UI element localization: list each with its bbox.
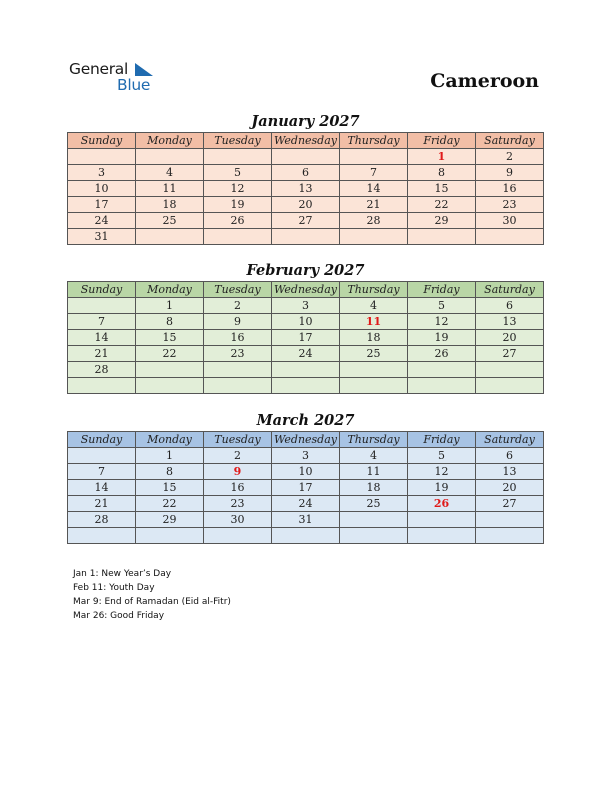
day-cell: 2	[204, 298, 272, 314]
day-cell: 29	[136, 512, 204, 528]
weekday-header: Friday	[408, 133, 476, 149]
day-cell: 15	[136, 480, 204, 496]
week-row	[68, 181, 544, 197]
day-cell	[204, 149, 272, 165]
week-row	[68, 213, 544, 229]
day-cell: 28	[68, 362, 136, 378]
weekday-header: Sunday	[68, 282, 136, 298]
week-row	[68, 528, 544, 544]
month-title: January 2027	[251, 113, 360, 130]
day-cell: 30	[204, 512, 272, 528]
day-cell: 25	[340, 496, 408, 512]
day-cell: 26	[408, 346, 476, 362]
weekday-header: Wednesday	[272, 133, 340, 149]
day-cell: 16	[476, 181, 544, 197]
week-row	[68, 197, 544, 213]
weekday-header: Monday	[136, 282, 204, 298]
day-cell: 18	[340, 330, 408, 346]
day-cell: 20	[272, 197, 340, 213]
day-cell: 9	[204, 314, 272, 330]
logo	[69, 60, 169, 96]
day-cell: 14	[68, 480, 136, 496]
day-cell: 10	[272, 314, 340, 330]
day-cell: 17	[272, 330, 340, 346]
day-cell	[476, 229, 544, 245]
day-cell: 29	[408, 213, 476, 229]
day-cell: 24	[68, 213, 136, 229]
holiday-item: Feb 11: Youth Day	[73, 583, 155, 593]
logo-triangle-icon	[133, 63, 153, 77]
day-cell: 20	[476, 480, 544, 496]
week-row	[68, 448, 544, 464]
day-cell: 26	[204, 213, 272, 229]
day-cell	[204, 229, 272, 245]
day-cell: 23	[204, 346, 272, 362]
day-cell	[408, 512, 476, 528]
day-cell	[136, 362, 204, 378]
day-cell	[476, 378, 544, 394]
week-row	[68, 480, 544, 496]
day-cell: 21	[68, 496, 136, 512]
day-cell-holiday: 26	[408, 496, 476, 512]
weekday-header: Thursday	[340, 282, 408, 298]
day-cell: 2	[204, 448, 272, 464]
day-cell	[340, 528, 408, 544]
day-cell: 6	[272, 165, 340, 181]
day-cell: 5	[204, 165, 272, 181]
week-row	[68, 298, 544, 314]
day-cell	[68, 448, 136, 464]
day-cell: 7	[68, 464, 136, 480]
week-row	[68, 496, 544, 512]
logo-text-blue: Blue	[117, 76, 151, 94]
day-cell	[272, 149, 340, 165]
day-cell-holiday: 1	[408, 149, 476, 165]
day-cell: 11	[136, 181, 204, 197]
day-cell	[272, 229, 340, 245]
day-cell	[68, 528, 136, 544]
holiday-item: Mar 26: Good Friday	[73, 611, 165, 621]
day-cell: 27	[476, 346, 544, 362]
day-cell	[68, 298, 136, 314]
day-cell: 7	[340, 165, 408, 181]
day-cell: 28	[340, 213, 408, 229]
day-cell-holiday: 11	[340, 314, 408, 330]
day-cell: 22	[136, 496, 204, 512]
weekday-header: Friday	[408, 282, 476, 298]
calendar-grid	[67, 281, 544, 394]
day-cell	[408, 528, 476, 544]
day-cell: 16	[204, 480, 272, 496]
day-cell: 12	[408, 314, 476, 330]
day-cell	[272, 528, 340, 544]
day-cell: 19	[408, 480, 476, 496]
day-cell	[476, 512, 544, 528]
day-cell: 8	[136, 464, 204, 480]
day-cell	[476, 528, 544, 544]
day-cell	[340, 512, 408, 528]
day-cell: 2	[476, 149, 544, 165]
week-row	[68, 165, 544, 181]
day-cell	[68, 378, 136, 394]
holiday-item: Mar 9: End of Ramadan (Eid al-Fitr)	[73, 597, 231, 607]
week-row	[68, 346, 544, 362]
calendar-grid	[67, 431, 544, 544]
day-cell	[204, 528, 272, 544]
day-cell: 15	[136, 330, 204, 346]
day-cell: 28	[68, 512, 136, 528]
day-cell: 27	[476, 496, 544, 512]
day-cell: 10	[272, 464, 340, 480]
weekday-header: Wednesday	[272, 432, 340, 448]
day-cell: 8	[136, 314, 204, 330]
day-cell: 20	[476, 330, 544, 346]
day-cell	[136, 528, 204, 544]
day-cell: 9	[476, 165, 544, 181]
day-cell: 3	[272, 298, 340, 314]
day-cell: 27	[272, 213, 340, 229]
weekday-header: Tuesday	[204, 432, 272, 448]
day-cell: 14	[340, 181, 408, 197]
day-cell	[136, 378, 204, 394]
weekday-header: Sunday	[68, 133, 136, 149]
day-cell: 19	[204, 197, 272, 213]
logo-text-general: General	[69, 60, 128, 78]
weekday-header: Friday	[408, 432, 476, 448]
day-cell	[272, 362, 340, 378]
week-row	[68, 362, 544, 378]
day-cell	[408, 378, 476, 394]
day-cell: 1	[136, 448, 204, 464]
day-cell: 22	[136, 346, 204, 362]
day-cell: 8	[408, 165, 476, 181]
day-cell: 24	[272, 496, 340, 512]
day-cell	[340, 229, 408, 245]
weekday-header: Thursday	[340, 432, 408, 448]
calendar-grid	[67, 132, 544, 245]
day-cell: 23	[476, 197, 544, 213]
weekday-header: Saturday	[476, 432, 544, 448]
day-cell-holiday: 9	[204, 464, 272, 480]
week-row	[68, 229, 544, 245]
day-cell	[272, 378, 340, 394]
day-cell: 5	[408, 448, 476, 464]
day-cell: 16	[204, 330, 272, 346]
day-cell: 3	[68, 165, 136, 181]
day-cell	[204, 378, 272, 394]
month-february	[67, 261, 544, 394]
day-cell: 5	[408, 298, 476, 314]
day-cell: 6	[476, 298, 544, 314]
day-cell: 12	[408, 464, 476, 480]
weekday-header: Saturday	[476, 282, 544, 298]
day-cell: 10	[68, 181, 136, 197]
day-cell: 3	[272, 448, 340, 464]
day-cell: 24	[272, 346, 340, 362]
day-cell: 4	[340, 298, 408, 314]
day-cell: 1	[136, 298, 204, 314]
holiday-item: Jan 1: New Year’s Day	[73, 569, 172, 579]
day-cell	[68, 149, 136, 165]
day-cell: 12	[204, 181, 272, 197]
weekday-header: Tuesday	[204, 282, 272, 298]
week-row	[68, 464, 544, 480]
day-cell	[408, 362, 476, 378]
week-row	[68, 512, 544, 528]
weekday-header: Tuesday	[204, 133, 272, 149]
month-title: March 2027	[256, 412, 355, 429]
week-row	[68, 314, 544, 330]
day-cell: 22	[408, 197, 476, 213]
day-cell: 30	[476, 213, 544, 229]
day-cell: 31	[272, 512, 340, 528]
day-cell: 13	[476, 314, 544, 330]
day-cell: 13	[272, 181, 340, 197]
day-cell: 17	[68, 197, 136, 213]
weekday-header: Saturday	[476, 133, 544, 149]
day-cell: 15	[408, 181, 476, 197]
day-cell: 31	[68, 229, 136, 245]
day-cell: 21	[68, 346, 136, 362]
month-title: February 2027	[246, 262, 365, 279]
holiday-list	[73, 567, 231, 623]
day-cell: 4	[340, 448, 408, 464]
day-cell: 14	[68, 330, 136, 346]
day-cell: 18	[340, 480, 408, 496]
day-cell: 19	[408, 330, 476, 346]
day-cell: 6	[476, 448, 544, 464]
day-cell	[408, 229, 476, 245]
week-row	[68, 149, 544, 165]
weekday-header: Monday	[136, 133, 204, 149]
week-row	[68, 330, 544, 346]
weekday-header: Wednesday	[272, 282, 340, 298]
day-cell: 13	[476, 464, 544, 480]
day-cell: 7	[68, 314, 136, 330]
day-cell: 25	[136, 213, 204, 229]
weekday-header: Sunday	[68, 432, 136, 448]
day-cell: 25	[340, 346, 408, 362]
week-row	[68, 378, 544, 394]
country-title: Cameroon	[430, 70, 539, 92]
day-cell: 21	[340, 197, 408, 213]
day-cell	[340, 362, 408, 378]
month-january	[67, 112, 544, 245]
month-march	[67, 411, 544, 544]
day-cell: 17	[272, 480, 340, 496]
day-cell	[476, 362, 544, 378]
day-cell: 23	[204, 496, 272, 512]
day-cell	[136, 149, 204, 165]
weekday-header: Monday	[136, 432, 204, 448]
day-cell	[340, 378, 408, 394]
day-cell: 11	[340, 464, 408, 480]
weekday-header: Thursday	[340, 133, 408, 149]
day-cell	[136, 229, 204, 245]
day-cell	[204, 362, 272, 378]
day-cell: 18	[136, 197, 204, 213]
day-cell	[340, 149, 408, 165]
day-cell: 4	[136, 165, 204, 181]
